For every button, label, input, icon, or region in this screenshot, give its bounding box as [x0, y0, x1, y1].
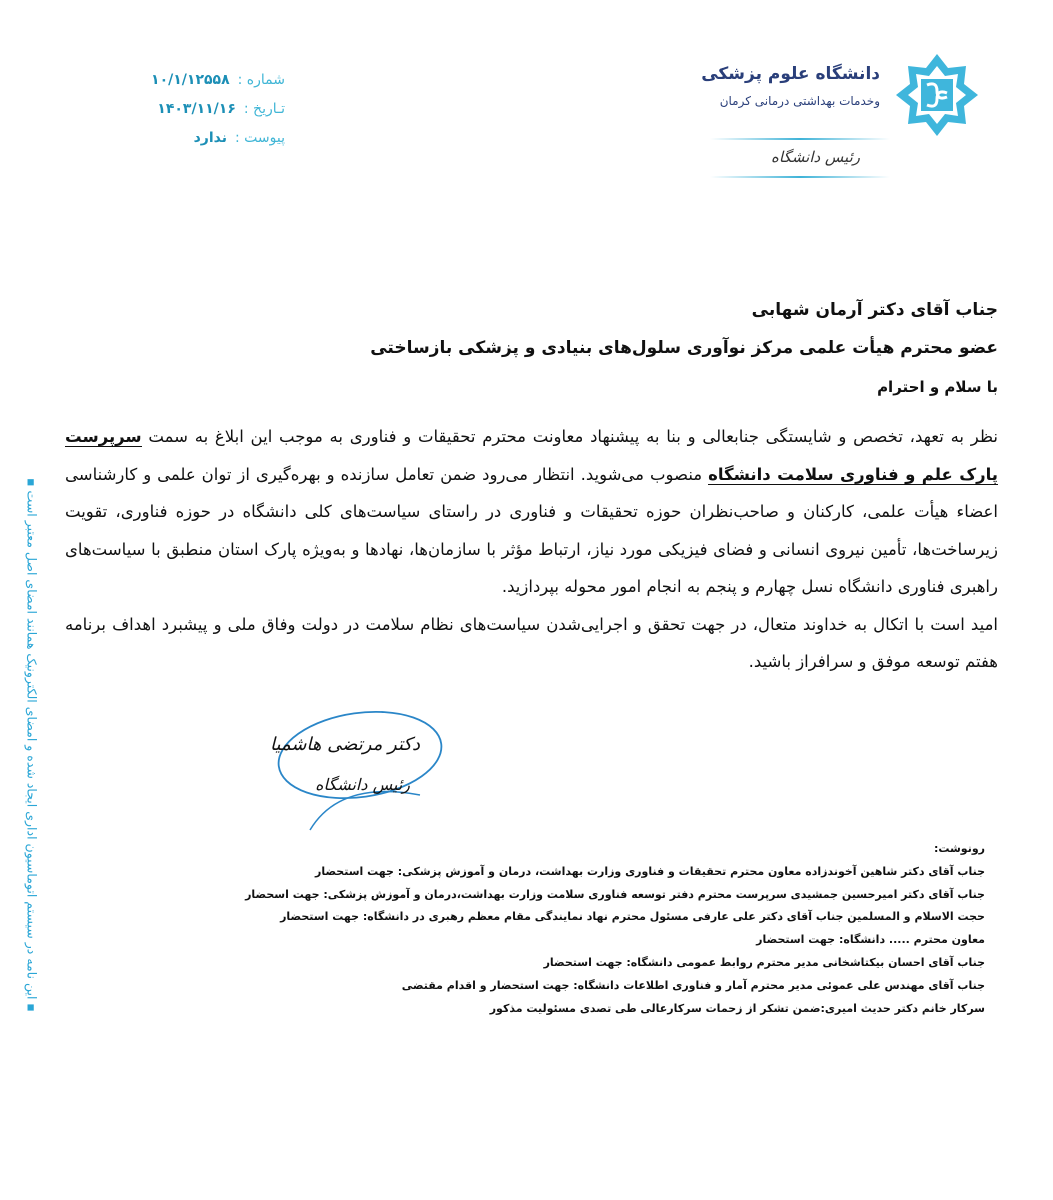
- cc-item: جناب آقای احسان بیکتاشخانی مدیر محترم روابط عمومی دانشگاه: جهت استحضار: [543, 955, 985, 969]
- cc-item: جناب آقای مهندس علی عموئی مدیر محترم آمار و فناوری اطلاعات دانشگاه: جهت استحضار و اقدام مقتضی: [401, 978, 985, 992]
- number-label: شماره :: [237, 72, 285, 88]
- divider: [710, 138, 890, 140]
- cc-label: رونوشت:: [933, 842, 985, 855]
- automation-notice-text: ▪ این نامه در سیستم اتوماسیون اداری ایجاد شده و امضای الکترونیک همانند امضای اصل معتبر است ▪: [24, 478, 40, 1012]
- signature-title: رئیس دانشگاه: [315, 775, 410, 794]
- attachment-label: پیوست :: [235, 130, 285, 146]
- cc-item: معاون محترم ..... دانشگاه: جهت استحضار: [756, 933, 985, 947]
- letter-metadata: [140, 72, 285, 159]
- recipient-name: جناب آقای دکتر آرمان شهابی: [751, 300, 998, 320]
- cc-item: سرکار خانم دکتر حدیث امیری:ضمن تشکر از زحمات سرکارعالی طی تصدی مسئولیت مذکور: [489, 1001, 985, 1015]
- letter-body: [65, 300, 998, 681]
- signature-name: دکتر مرتضی هاشمیان: [270, 734, 420, 755]
- university-name: دانشگاه علوم پزشکی: [701, 64, 880, 84]
- cc-item: جناب آقای دکتر امیرحسین جمشیدی سرپرست محترم دفتر توسعه فناوری سلامت وزارت بهداشت،درمان و آموزش پزشکی: جهت اسحضار: [245, 887, 985, 901]
- automation-notice: [22, 478, 42, 1012]
- date-label: تـاریخ :: [243, 101, 285, 117]
- office-title: رئیس دانشگاه: [771, 148, 860, 166]
- university-emblem-icon: [894, 52, 980, 138]
- number-value: ۱۰/۱/۱۲۵۵۸: [151, 72, 230, 88]
- university-letterhead: [700, 52, 980, 182]
- date-value: ۱۴۰۳/۱۱/۱۶: [157, 101, 236, 117]
- paragraph-appointment: [65, 418, 998, 606]
- cc-item: حجت الاسلام و المسلمین جناب آقای دکتر علی عارفی مسئول محترم نهاد نمایندگی مقام معظم رهبری در دانشگاه: جهت استحضار: [280, 910, 985, 924]
- university-subtitle: وخدمات بهداشتی درمانی کرمان: [719, 94, 880, 108]
- cc-item: جناب آقای دکتر شاهین آخوندزاده معاون محترم تحقیقات و فناوری وزارت بهداشت، درمان و آموزش پزشکی: جهت استحضار: [314, 864, 985, 878]
- signature-stroke-icon: [270, 700, 450, 840]
- appointed-position: سرپرست پارک علم و فناوری سلامت دانشگاه: [65, 427, 998, 484]
- text: نظر به تعهد، تخصص و شایستگی جنابعالی و بنا به پیشنهاد معاونت محترم تحقیقات و فناوری به موجب این ابلاغ به سمت: [141, 427, 998, 446]
- recipient-title: عضو محترم هیأت علمی مرکز نوآوری سلول‌های بنیادی و پزشکی بازساختی: [370, 338, 998, 358]
- attachment-value: ندارد: [193, 130, 227, 146]
- paragraph-closing: امید است با اتکال به خداوند متعال، در جهت تحقق و اجرایی‌شدن سیاست‌های نظام سلامت در دولت وفاق ملی و پیشبرد اهداف برنامه هفتم توسعه موفق و سرافراز باشید.: [65, 614, 998, 671]
- greeting: با سلام و احترام: [877, 378, 998, 396]
- divider: [710, 176, 890, 178]
- text: منصوب می‌شوید. انتظار می‌رود ضمن تعامل سازنده و بهره‌گیری از توان علمی و کارشناسی اعضاء هیأت علمی، کارکنان و صاحب‌نظران حوزه تحقیقات و فناوری در راستای سیاست‌های کلی دانشگاه در حوزه فناوری، تقویت زیرساخت‌ها، تأمین نیروی انسانی و فضای فیزیکی مورد نیاز، ارتباط مؤثر با سازمان‌ها، نهادها و به‌ویژه پارک استان منطبق با سیاست‌های راهبری فناوری دانشگاه نسل چهارم و پنجم به انجام امور محوله بپردازید.: [65, 464, 998, 596]
- cc-list: [245, 842, 985, 1024]
- signature: [270, 700, 450, 840]
